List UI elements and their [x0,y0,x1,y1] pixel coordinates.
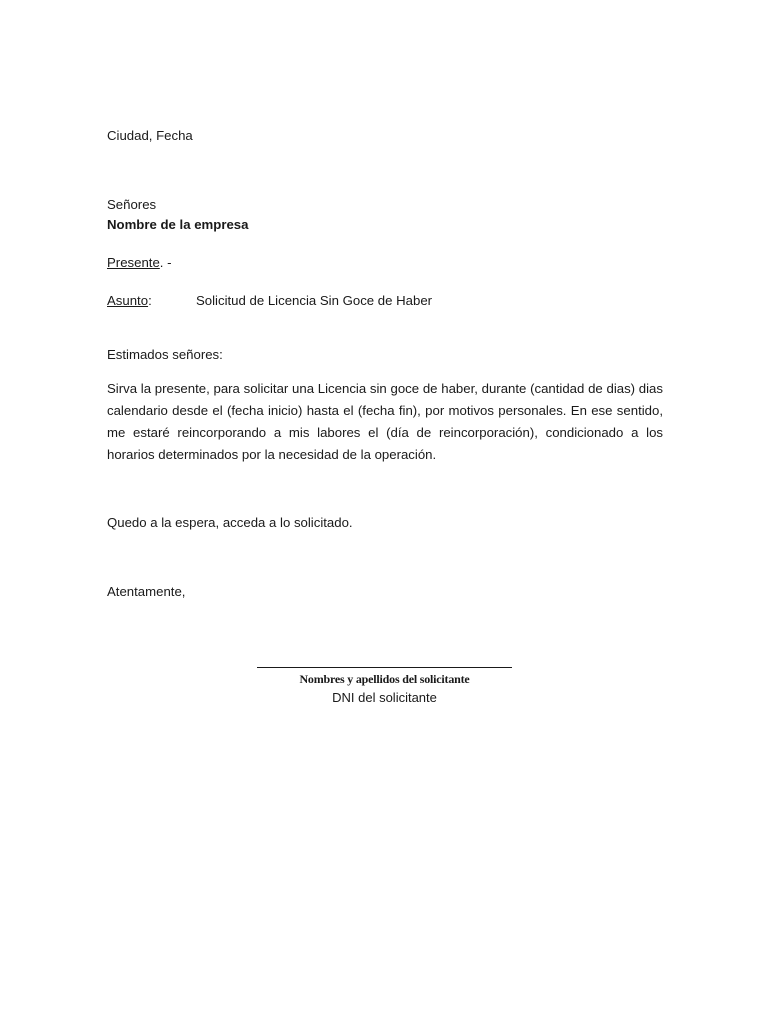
signature-name: Nombres y apellidos del solicitante [299,672,470,686]
subject-colon: : [148,293,152,308]
greeting: Estimados señores: [107,347,223,362]
signature-line [257,667,512,668]
signature-dni: DNI del solicitante [332,690,437,705]
presente-line [107,254,172,272]
presente-suffix: . - [159,255,172,270]
presente-label: Presente [107,255,160,270]
subject-label: Asunto [107,293,149,308]
place-date: Ciudad, Fecha [107,128,193,143]
subject-label-line [107,292,152,310]
recipient-salutation: Señores [107,197,157,212]
farewell: Atentamente, [107,584,186,599]
closing-request: Quedo a la espera, acceda a lo solicitado. [107,515,353,530]
subject-text: Solicitud de Licencia Sin Goce de Haber [196,293,433,308]
company-name: Nombre de la empresa [107,217,249,232]
body-paragraph: Sirva la presente, para solicitar una Licencia sin goce de haber, durante (cantidad de dias) dias calendario desde el (fecha inicio) hasta el (fecha fin), por motivos personales. En ese sentido, me estaré reincorporando a mis labores el (día de reincorporación), condicionado a los horarios determinados por la necesidad de la operación. [107,381,663,462]
